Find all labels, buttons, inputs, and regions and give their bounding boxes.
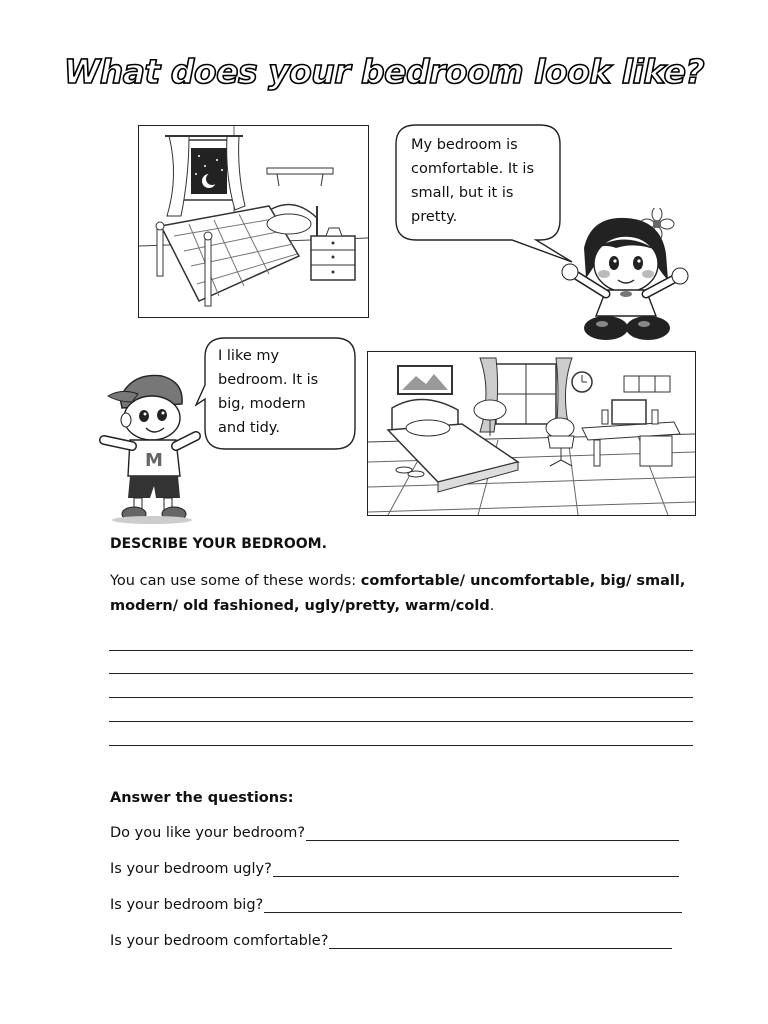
answer-line[interactable]	[273, 862, 679, 877]
answer-heading: Answer the questions:	[110, 790, 294, 806]
boy-illustration	[92, 368, 204, 524]
writing-line[interactable]	[109, 673, 693, 674]
boy-character	[92, 368, 204, 524]
worksheet-title: What does your bedroom look like?	[63, 52, 705, 91]
question-row	[110, 933, 672, 949]
small-bedroom-picture	[138, 125, 369, 318]
girl-illustration	[556, 208, 691, 343]
writing-line[interactable]	[109, 697, 693, 698]
writing-line[interactable]	[109, 721, 693, 722]
question-row	[110, 861, 679, 877]
girl-speech-bubble	[394, 124, 574, 264]
boy-shirt-letter: M	[145, 450, 163, 471]
big-bedroom-illustration	[368, 352, 695, 515]
answer-line[interactable]	[264, 898, 682, 913]
answer-line[interactable]	[306, 826, 679, 841]
big-bedroom-picture	[367, 351, 696, 516]
describe-heading: DESCRIBE YOUR BEDROOM.	[110, 536, 327, 552]
question-text: Is your bedroom comfortable?	[110, 933, 329, 949]
writing-line[interactable]	[109, 650, 693, 651]
question-row	[110, 897, 682, 913]
girl-character	[556, 208, 691, 343]
writing-line[interactable]	[109, 745, 693, 746]
instruction-suffix: .	[489, 598, 495, 614]
boy-speech-text: I like my bedroom. It is big, modern and tidy.	[218, 348, 319, 436]
small-bedroom-illustration	[139, 126, 368, 317]
girl-speech-text: My bedroom is comfortable. It is small, but it is pretty.	[411, 137, 535, 225]
answer-line[interactable]	[329, 934, 672, 949]
question-text: Do you like your bedroom?	[110, 825, 306, 841]
boy-speech-bubble	[195, 337, 359, 453]
instruction-prefix: You can use some of these words:	[110, 573, 361, 589]
instruction-words: comfortable/ uncomfortable, big/ small, modern/ old fashioned, ugly/pretty, warm/cold	[110, 573, 686, 614]
question-row	[110, 825, 679, 841]
question-text: Is your bedroom big?	[110, 897, 264, 913]
question-text: Is your bedroom ugly?	[110, 861, 272, 877]
instruction-text	[110, 569, 710, 619]
